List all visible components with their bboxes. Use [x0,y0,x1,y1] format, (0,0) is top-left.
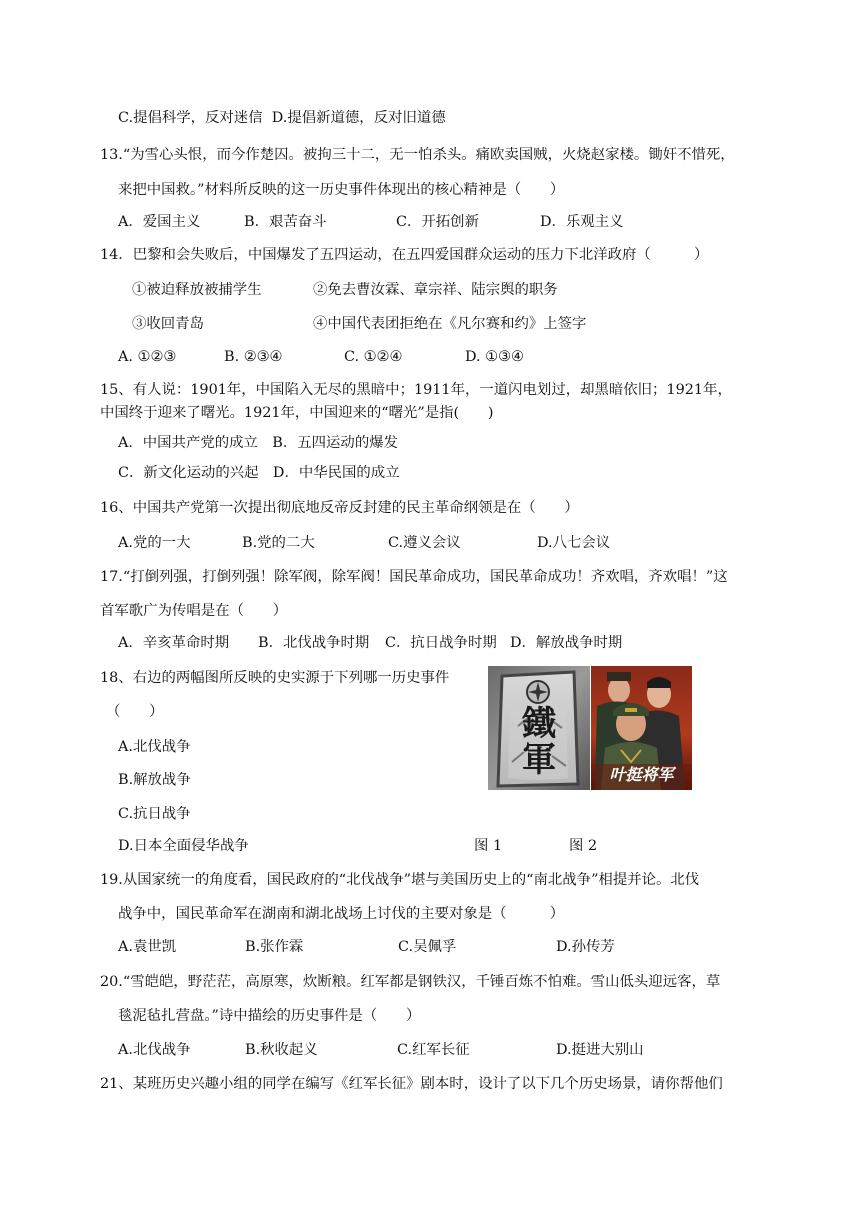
general-ye-ting-poster-image [591,666,692,790]
q15-stem-line1: 15、有人说：1901年，中国陷入无尽的黑暗中；1911年，一道闪电划过，却黑暗依旧；1921年， [100,382,732,398]
q17-option-c: C．抗日战争时期 [385,635,497,651]
q12-options-cd [118,108,446,128]
q18-stem-line1: 18、右边的两幅图所反映的史实源于下列哪一历史事件 [100,670,450,686]
q18-option-d: D.日本全面侵华战争 [118,838,249,854]
iron-army-banner-image [488,666,590,790]
q17-options [118,633,622,653]
q14-item-4: ④中国代表团拒绝在《凡尔赛和约》上签字 [313,316,587,332]
q14-options [118,347,524,367]
q13-options [118,212,624,232]
q14-option-c: C. ①②④ [344,349,403,365]
q15-options-cd: C．新文化运动的兴起 D．中华民国的成立 [118,465,400,481]
q19-option-b: B.张作霖 [245,939,304,955]
q13-option-a: A．爱国主义 [118,214,201,230]
q17-stem-line2: 首军歌广为传唱是在（ ） [100,603,288,619]
q14-item-2: ②免去曹汝霖、章宗祥、陆宗舆的职务 [313,282,558,298]
q20-option-a: A.北伐战争 [118,1042,191,1058]
q17-option-d: D．解放战争时期 [510,635,623,651]
q18-option-c: C.抗日战争 [118,806,191,822]
figure-2-caption: 图 2 [569,838,598,854]
q20-options [118,1040,644,1060]
q16-stem: 16、中国共产党第一次提出彻底地反帝反封建的民主革命纲领是在（ ） [100,500,579,516]
q16-option-b: B.党的二大 [242,535,315,551]
q18-option-a: A.北伐战争 [118,739,191,755]
q17-option-a: A．辛亥革命时期 [118,635,230,651]
q19-stem-line1: 19.从国家统一的角度看，国民政府的“北伐战争”堪与美国历史上的“南北战争”相提并论。北伐 [100,872,700,888]
q16-option-c: C.遵义会议 [388,535,461,551]
q12-option-c: C.提倡科学，反对迷信 [118,110,263,126]
iron-army-banner-text: 鐵軍 [522,704,556,780]
q14-option-b: B. ②③④ [224,349,283,365]
q16-option-a: A.党的一大 [118,535,191,551]
q13-option-d: D．乐观主义 [540,214,624,230]
q18-stem-line2: （ ） [106,704,164,720]
q14-item-1: ①被迫释放被捕学生 [132,282,262,298]
q19-options [118,937,615,957]
q20-option-c: C.红军长征 [397,1042,470,1058]
q20-option-b: B.秋收起义 [245,1042,318,1058]
q16-options [118,533,610,553]
q19-option-a: A.袁世凯 [118,939,177,955]
q15-options-ab: A．中国共产党的成立 B．五四运动的爆发 [118,435,399,451]
q19-option-d: D.孙传芳 [556,939,615,955]
q19-stem-line2: 战争中，国民革命军在湖南和湖北战场上讨伐的主要对象是（ ） [118,906,565,922]
q13-stem-line1: 13.“为雪心头恨，而今作楚囚。被拘三十二，无一怕杀头。痛欧卖国贼，火烧赵家楼。锄奸不惜死， [100,147,735,163]
q17-option-b: B．北伐战争时期 [258,635,370,651]
q16-option-d: D.八七会议 [537,535,611,551]
q14-stem: 14．巴黎和会失败后，中国爆发了五四运动，在五四爱国群众运动的压力下北洋政府（ ） [100,247,709,263]
q14-item-3: ③收回青岛 [132,316,204,332]
q12-option-d: D.提倡新道德，反对旧道德 [271,110,446,126]
q15-stem-line2: 中国终于迎来了曙光。1921年，中国迎来的“曙光”是指( ) [100,405,494,421]
q20-option-d: D.挺进大别山 [556,1042,644,1058]
q13-option-b: B．艰苦奋斗 [244,214,327,230]
q20-stem-line1: 20.“雪皑皑，野茫茫，高原寒，炊断粮。红军都是钢铁汉，千锤百炼不怕难。雪山低头迎远客，草 [100,974,721,990]
q19-option-c: C.吴佩孚 [398,939,457,955]
q13-stem-line2: 来把中国救。”材料所反映的这一历史事件体现出的核心精神是（ ） [118,182,565,198]
q21-stem-line1: 21、某班历史兴趣小组的同学在编写《红军长征》剧本时，设计了以下几个历史场景，请你帮他们 [100,1076,723,1092]
q13-option-c: C．开拓创新 [396,214,479,230]
figure-1-caption: 图 1 [474,838,503,854]
q17-stem-line1: 17.“打倒列强，打倒列强！除军阀，除军阀！国民革命成功，国民革命成功！齐欢唱，齐欢唱！”这 [100,569,728,585]
q20-stem-line2: 毯泥毡扎营盘。”诗中描绘的历史事件是（ ） [118,1008,421,1024]
q14-option-a: A. ①②③ [118,349,177,365]
poster-title: 叶挺将军 [609,765,674,784]
q14-option-d: D. ①③④ [465,349,524,365]
q18-option-b: B.解放战争 [118,772,191,788]
